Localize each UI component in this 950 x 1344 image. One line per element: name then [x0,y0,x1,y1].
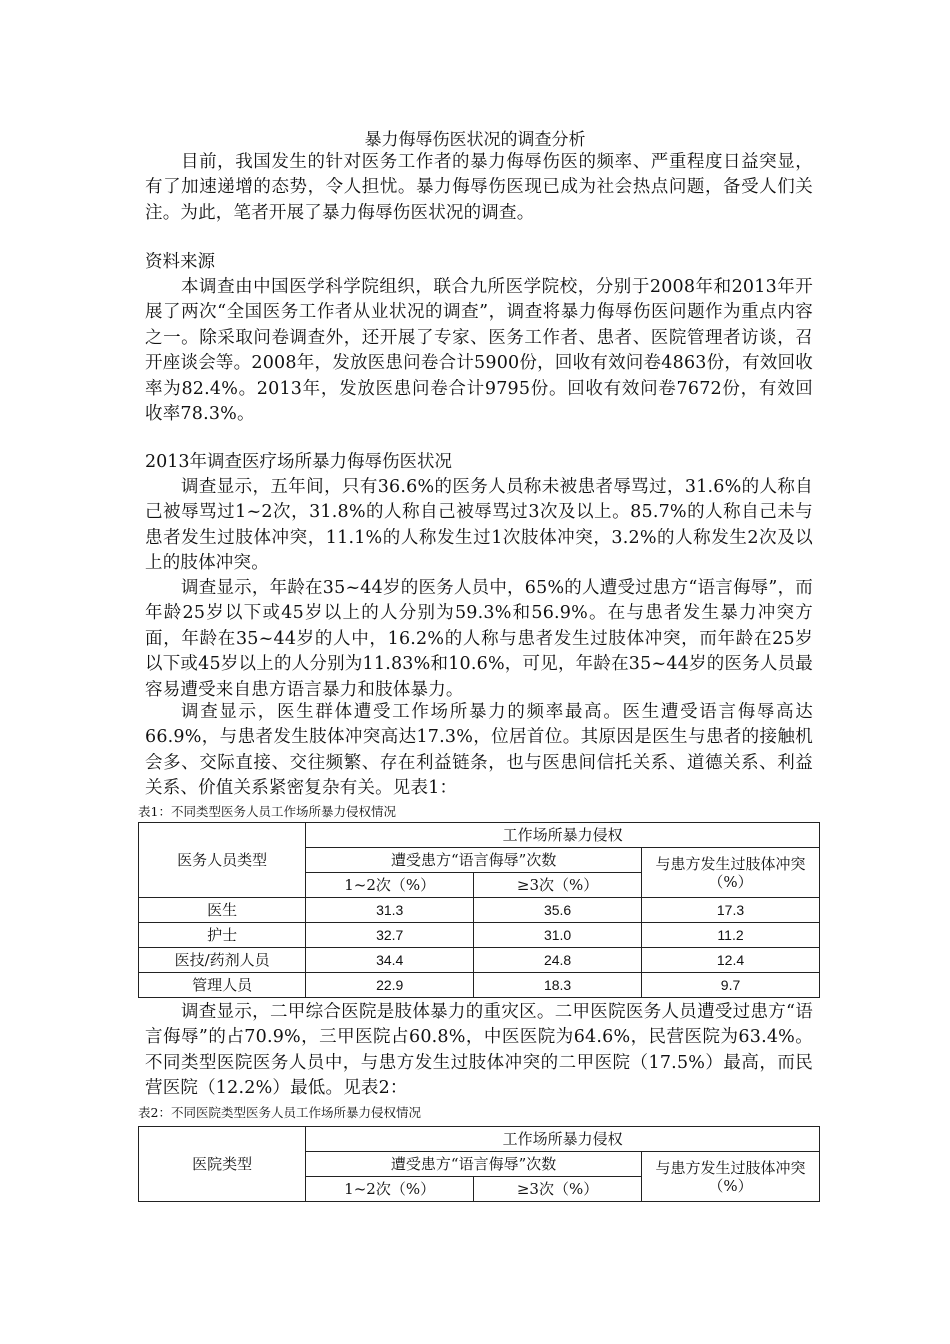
cell-value: 18.3 [474,973,642,998]
table1 [138,822,820,998]
paragraph-doctor-group: 调查显示，医生群体遭受工作场所暴力的频率最高。医生遭受语言侮辱高达66.9%，与患者发生肢体冲突高达17.3%，位居首位。其原因是医生与患者的接触机会多、交际直接、交往频繁、存在利益链条，也与医患间信托关系、道德关系、利益关系、价值关系紧密复杂有关。见表1： [145,702,813,799]
row-label: 医技/药剂人员 [139,948,306,973]
table-row [139,923,820,948]
row-label: 管理人员 [139,973,306,998]
table1-header-group: 工作场所暴力侵权 [306,823,820,848]
table2-header-group: 工作场所暴力侵权 [306,1127,820,1152]
cell-value: 35.6 [474,898,642,923]
cell-value: 24.8 [474,948,642,973]
table1-header-physical: 与患方发生过肢体冲突（%） [642,848,820,898]
row-label: 护士 [139,923,306,948]
table1-header-verbal: 遭受患方“语言侮辱”次数 [306,848,642,873]
paragraph-hospital-types: 调查显示，二甲综合医院是肢体暴力的重灾区。二甲医院医务人员遭受过患方“语言侮辱”的占70.9%，三甲医院占60.8%，中医医院为64.6%，民营医院为63.4%。不同类型医院医务人员中，与患方发生过肢体冲突的二甲医院（17.5%）最高，而民营医院（12.2%）最低。见表2： [145,1002,813,1099]
row-label: 医生 [139,898,306,923]
table2-header-verbal: 遭受患方“语言侮辱”次数 [306,1152,642,1177]
cell-value: 31.3 [306,898,474,923]
section-heading-source: 资料来源 [145,252,215,272]
cell-value: 11.2 [642,923,820,948]
table2-header-type: 医院类型 [139,1127,306,1202]
cell-value: 22.9 [306,973,474,998]
cell-value: 9.7 [642,973,820,998]
table1-caption: 表1：不同类型医务人员工作场所暴力侵权情况 [138,804,396,819]
table2-caption: 表2：不同医院类型医务人员工作场所暴力侵权情况 [138,1105,421,1120]
table2-header-sub1: 1~2次（%） [306,1177,474,1202]
table2 [138,1126,820,1202]
table1-header-sub2: ≥3次（%） [474,873,642,898]
table-row [139,973,820,998]
table-row [139,898,820,923]
cell-value: 32.7 [306,923,474,948]
table-row [139,948,820,973]
document-title: 暴力侮辱伤医状况的调查分析 [364,130,586,150]
cell-value: 17.3 [642,898,820,923]
table2-header-sub2: ≥3次（%） [474,1177,642,1202]
cell-value: 34.4 [306,948,474,973]
table2-header-physical: 与患方发生过肢体冲突（%） [642,1152,820,1202]
paragraph-scold-frequency: 调查显示，五年间，只有36.6%的医务人员称未被患者辱骂过，31.6%的人称自己被辱骂过1~2次，31.8%的人称自己被辱骂过3次及以上。85.7%的人称自己未与患者发生过肢体冲突，11.1%的人称发生过1次肢体冲突，3.2%的人称发生2次及以上的肢体冲突。 [145,477,813,574]
table1-header-sub1: 1~2次（%） [306,873,474,898]
section-heading-2013: 2013年调查医疗场所暴力侮辱伤医状况 [145,452,453,472]
cell-value: 12.4 [642,948,820,973]
table1-header-type: 医务人员类型 [139,823,306,898]
paragraph-age-groups: 调查显示，年龄在35~44岁的医务人员中，65%的人遭受过患方“语言侮辱”，而年龄25岁以下或45岁以上的人分别为59.3%和56.9%。在与患者发生暴力冲突方面，年龄在35~44岁的人中，16.2%的人称与患者发生过肢体冲突，而年龄在25岁以下或45岁以上的人分别为11.83%和10.6%，可见，年龄在35~44岁的医务人员最容易遭受来自患方语言暴力和肢体暴力。 [145,578,813,700]
cell-value: 31.0 [474,923,642,948]
intro-paragraph: 目前，我国发生的针对医务工作者的暴力侮辱伤医的频率、严重程度日益突显，有了加速递增的态势，令人担忧。暴力侮辱伤医现已成为社会热点问题，备受人们关注。为此，笔者开展了暴力侮辱伤医状况的调查。 [145,152,813,223]
source-paragraph: 本调查由中国医学科学院组织，联合九所医学院校，分别于2008年和2013年开展了两次“全国医务工作者从业状况的调查”，调查将暴力侮辱伤医问题作为重点内容之一。除采取问卷调查外，还开展了专家、医务工作者、患者、医院管理者访谈，召开座谈会等。2008年，发放医患问卷合计5900份，回收有效问卷4863份，有效回收率为82.4%。2013年，发放医患问卷合计9795份。回收有效问卷7672份，有效回收率78.3%。 [145,277,813,425]
